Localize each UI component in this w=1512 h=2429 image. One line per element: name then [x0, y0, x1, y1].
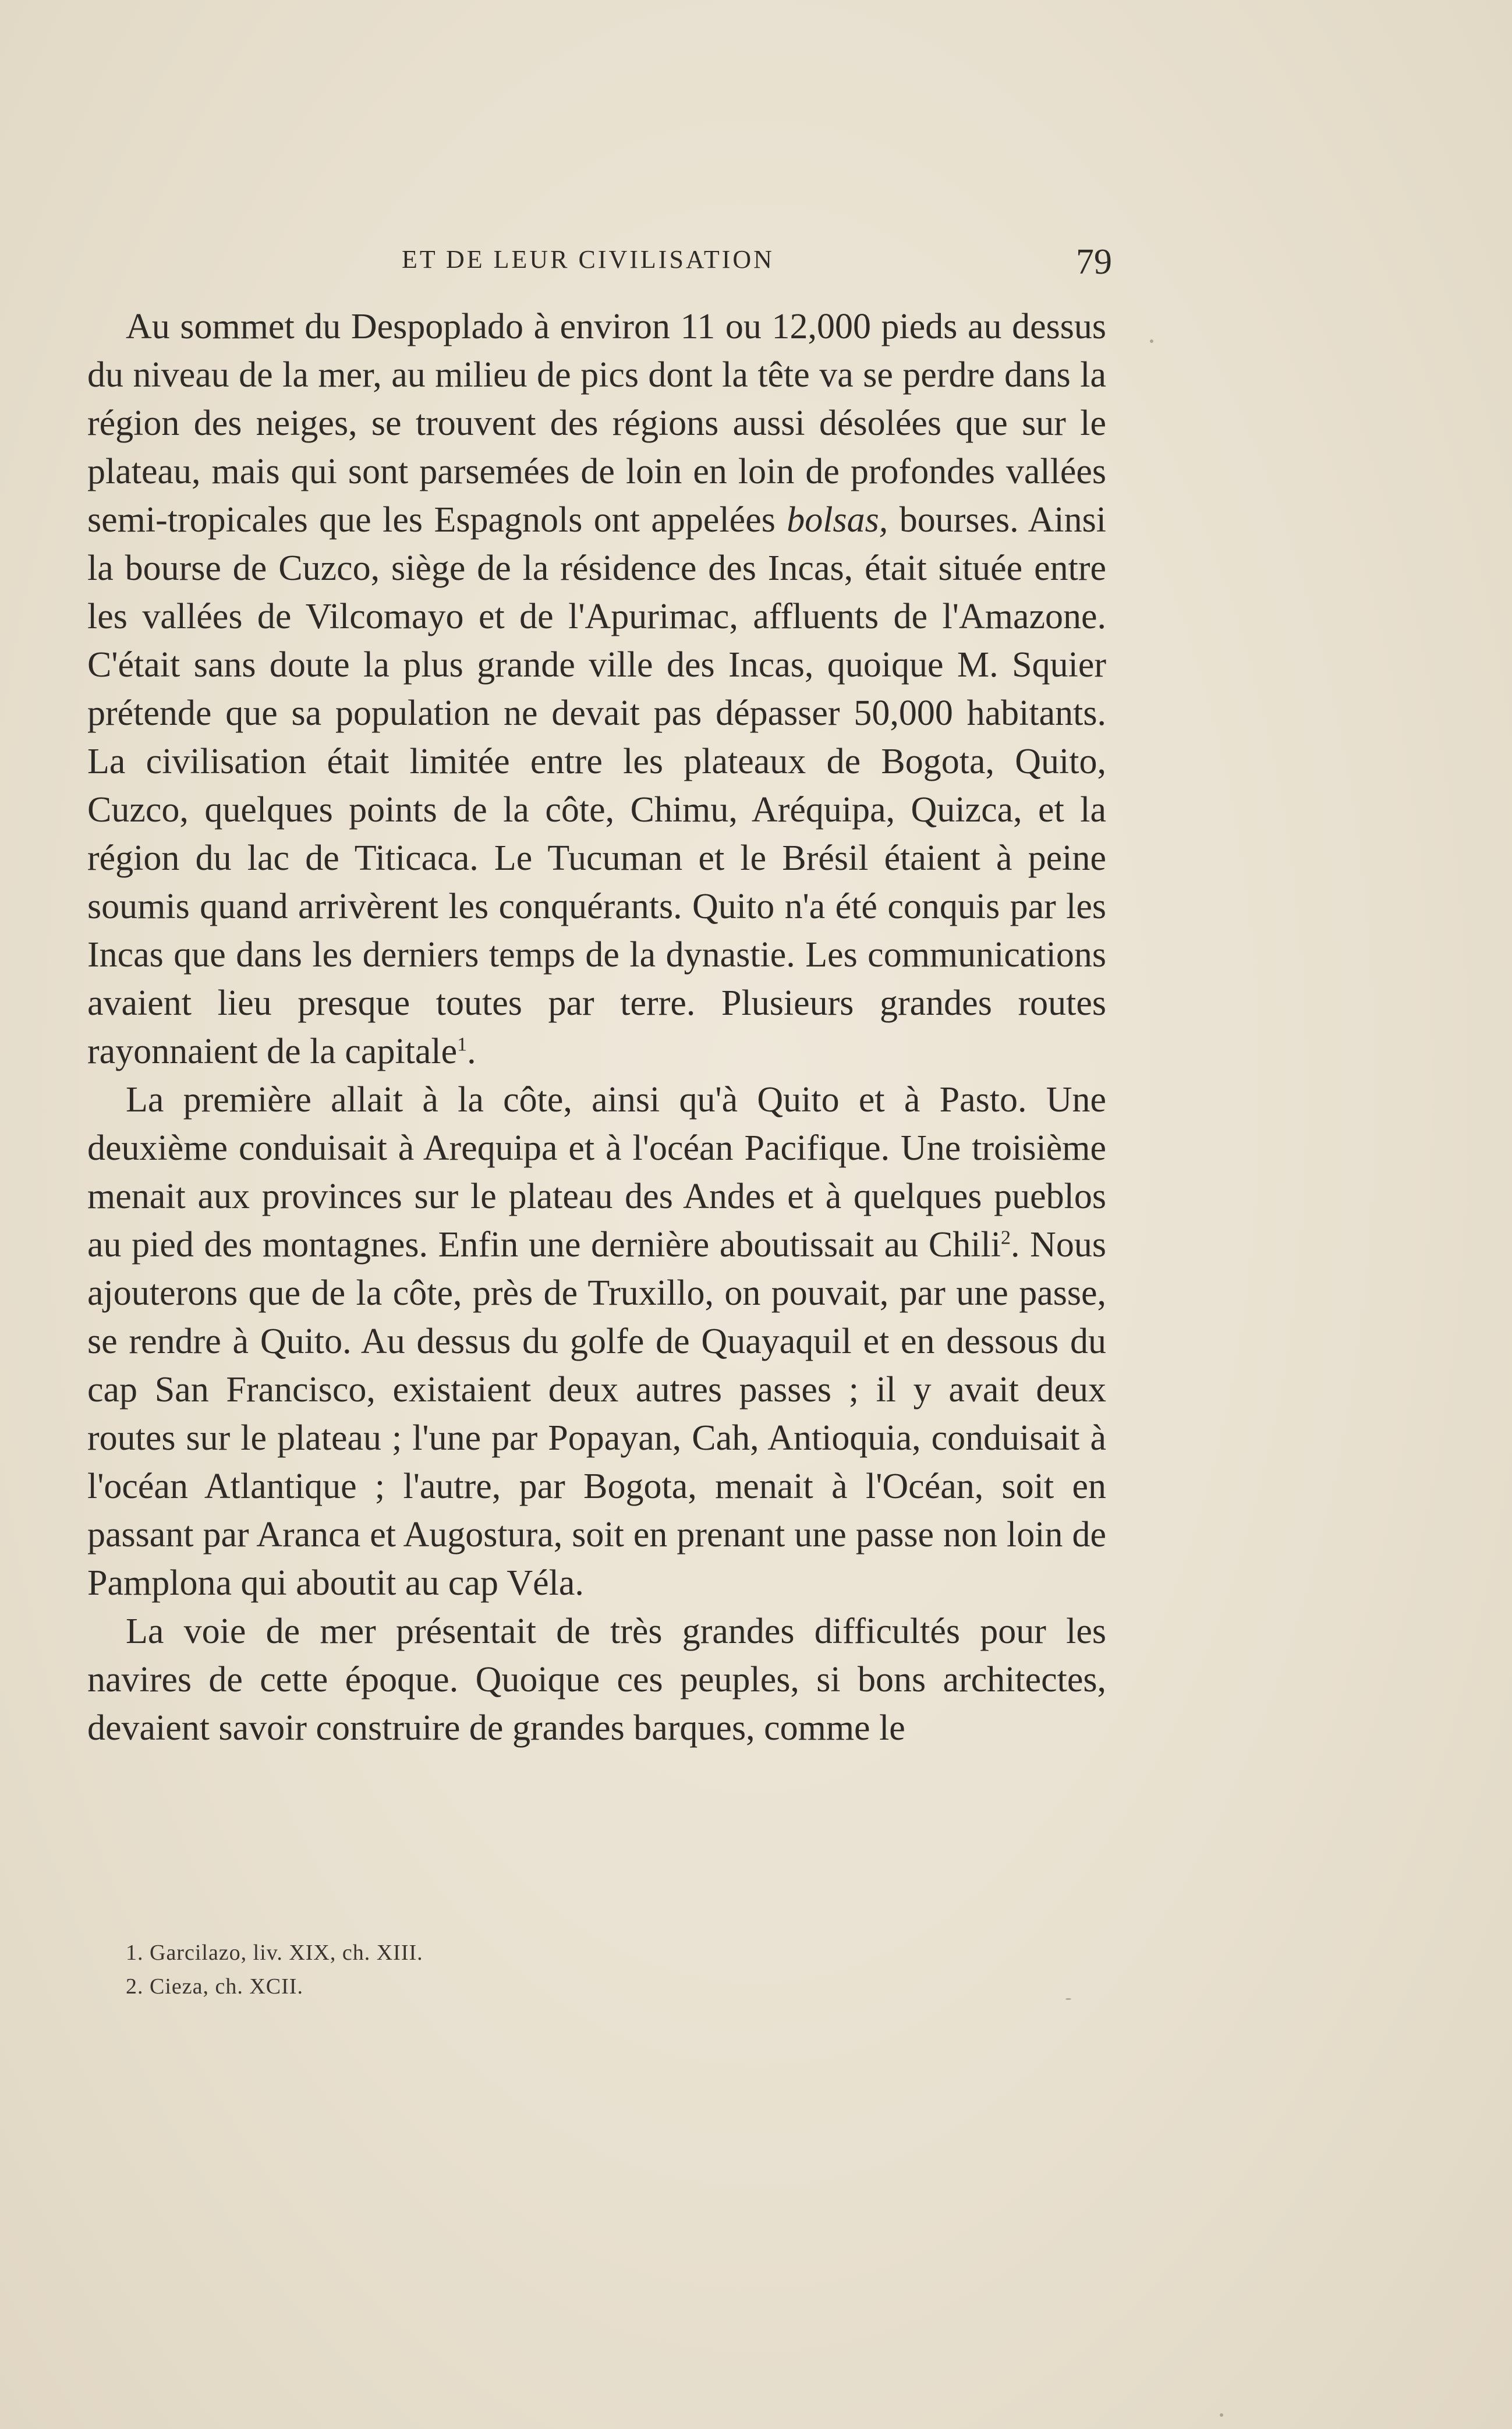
italic-term-bolsas: bolsas,	[787, 500, 888, 540]
running-title: ET DE LEUR CIVILISATION	[402, 245, 774, 274]
paragraph-1-text-a: Au sommet du Despoplado à environ 11 ou 12,000 pieds au dessus du niveau de la mer, au milieu de pics dont la tête va se perdre dans la région des neiges, se trouvent des régions aussi désolées que sur le plateau, mais qui sont parsemées de loin en loin de profondes vallées semi-tropicales que les Espagnols ont appelées	[87, 307, 1106, 540]
paper-fleck	[1065, 1998, 1071, 2000]
paper-fleck	[1220, 2413, 1223, 2417]
body-text	[87, 303, 1106, 1752]
paragraph-1	[87, 303, 1106, 1076]
footnote-ref-1: 1	[457, 1033, 468, 1056]
paragraph-2-text-a: La première allait à la côte, ainsi qu'à Quito et à Pasto. Une deuxième conduisait à Arequipa et à l'océan Pacifique. Une troisième menait aux provinces sur le plateau des Andes et à quelques pueblos au pied des montagnes. Enfin une dernière aboutissait au Chili	[87, 1080, 1106, 1265]
footnote-1: 1. Garcilazo, liv. XIX, ch. XIII.	[126, 1941, 423, 1965]
paragraph-3: La voie de mer présentait de très grandes difficultés pour les navires de cette époque. Quoique ces peuples, si bons architectes, devaient savoir construire de grandes barques, comme le	[87, 1612, 1106, 1748]
page-number: 79	[1076, 242, 1112, 282]
paragraph-2-text-b: . Nous ajouterons que de la côte, près de Truxillo, on pouvait, par une passe, se rendre à Quito. Au dessus du golfe de Quayaquil et en dessous du cap San Francisco, existaient deux autres passes ; il y avait deux routes sur le plateau ; l'une par Popayan, Cah, Antioquia, conduisait à l'océan Atlantique ; l'autre, par Bogota, menait à l'Océan, soit en passant par Aranca et Augostura, soit en prenant une passe non loin de Pamplona qui aboutit au cap Véla.	[87, 1225, 1107, 1603]
paragraph-1-end: .	[467, 1032, 476, 1071]
paragraph-1-text-b: bourses. Ainsi la bourse de Cuzco, siège de la résidence des Incas, était située entre les vallées de Vilcomayo et de l'Apurimac, affluents de l'Amazone. C'était sans doute la plus grande ville des Incas, quoique M. Squier prétende que sa population ne devait pas dépasser 50,000 habitants. La civilisation était limitée entre les plateaux de Bogota, Quito, Cuzco, quelques points de la côte, Chimu, Aréquipa, Quizca, et la région du lac de Titicaca. Le Tucuman et le Brésil étaient à peine soumis quand arrivèrent les conquérants. Quito n'a été conquis par les Incas que dans les derniers temps de la dynastie. Les communications avaient lieu presque toutes par terre. Plusieurs grandes routes rayonnaient de la capitale	[87, 500, 1106, 1071]
paragraph-2	[87, 1076, 1106, 1607]
footnote-2: 2. Cieza, ch. XCII.	[126, 1974, 303, 1999]
paper-fleck	[1150, 339, 1153, 343]
footnote-ref-2: 2	[1000, 1227, 1011, 1249]
footnotes	[126, 1936, 1057, 2003]
